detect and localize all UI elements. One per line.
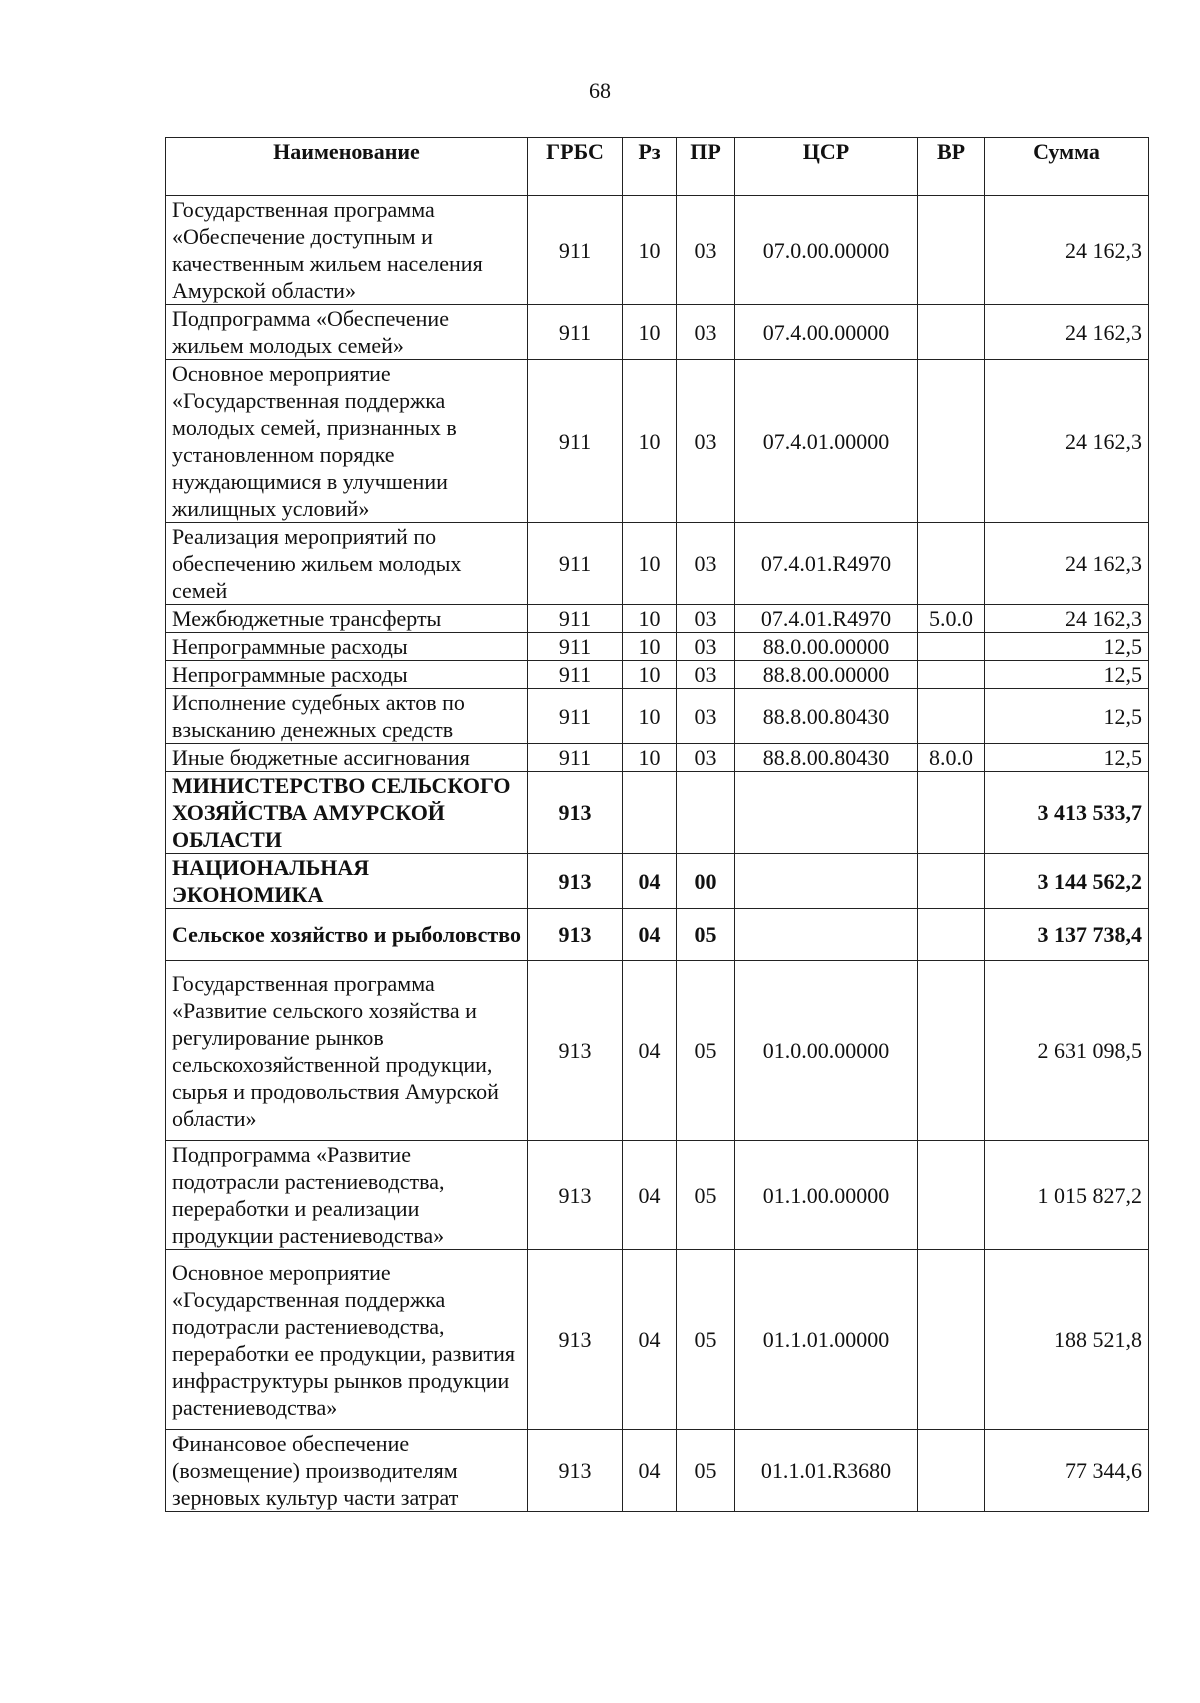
- cell-name: МИНИСТЕРСТВО СЕЛЬСКОГО ХОЗЯЙСТВА АМУРСКОЙ ОБЛАСТИ: [166, 772, 528, 854]
- cell-csr: 88.8.00.80430: [735, 744, 918, 772]
- cell-csr: [735, 772, 918, 854]
- cell-rz: 10: [623, 523, 677, 605]
- cell-name: Межбюджетные трансферты: [166, 605, 528, 633]
- cell-rz: 10: [623, 305, 677, 360]
- cell-pr: 03: [677, 523, 735, 605]
- cell-rz: 10: [623, 633, 677, 661]
- table-row: [166, 523, 1149, 605]
- cell-rz: 04: [623, 909, 677, 961]
- table-row: [166, 196, 1149, 305]
- cell-csr: [735, 854, 918, 909]
- cell-rz: 10: [623, 360, 677, 523]
- cell-vr: [918, 196, 985, 305]
- cell-grbs: 913: [528, 1141, 623, 1250]
- cell-rz: 10: [623, 689, 677, 744]
- cell-vr: [918, 689, 985, 744]
- table-row: [166, 744, 1149, 772]
- cell-vr: [918, 633, 985, 661]
- cell-sum: 24 162,3: [985, 196, 1149, 305]
- table-row: [166, 305, 1149, 360]
- cell-sum: 24 162,3: [985, 523, 1149, 605]
- cell-rz: [623, 772, 677, 854]
- header-grbs: ГРБС: [528, 138, 623, 196]
- cell-pr: 03: [677, 605, 735, 633]
- cell-grbs: 913: [528, 1430, 623, 1512]
- table-row: [166, 689, 1149, 744]
- cell-grbs: 913: [528, 1250, 623, 1430]
- cell-sum: 3 144 562,2: [985, 854, 1149, 909]
- cell-grbs: 913: [528, 854, 623, 909]
- cell-pr: 00: [677, 854, 735, 909]
- cell-name: Государственная программа «Развитие сельского хозяйства и регулирование рынков сельскохозяйственной продукции, сырья и продовольствия Амурской области»: [166, 961, 528, 1141]
- cell-pr: 03: [677, 744, 735, 772]
- cell-vr: [918, 523, 985, 605]
- cell-csr: 88.8.00.80430: [735, 689, 918, 744]
- cell-name: НАЦИОНАЛЬНАЯ ЭКОНОМИКА: [166, 854, 528, 909]
- cell-csr: 01.0.00.00000: [735, 961, 918, 1141]
- cell-grbs: 911: [528, 633, 623, 661]
- cell-sum: 12,5: [985, 744, 1149, 772]
- table-row: [166, 605, 1149, 633]
- cell-csr: 07.4.01.R4970: [735, 523, 918, 605]
- cell-sum: 2 631 098,5: [985, 961, 1149, 1141]
- table-row: [166, 772, 1149, 854]
- table-row: [166, 854, 1149, 909]
- cell-vr: [918, 661, 985, 689]
- cell-grbs: 911: [528, 605, 623, 633]
- cell-vr: [918, 1430, 985, 1512]
- table-row: [166, 1141, 1149, 1250]
- cell-pr: 03: [677, 196, 735, 305]
- cell-sum: 3 137 738,4: [985, 909, 1149, 961]
- cell-csr: 07.0.00.00000: [735, 196, 918, 305]
- cell-rz: 04: [623, 961, 677, 1141]
- cell-pr: 03: [677, 305, 735, 360]
- cell-pr: 03: [677, 661, 735, 689]
- cell-pr: [677, 772, 735, 854]
- cell-rz: 10: [623, 605, 677, 633]
- cell-rz: 04: [623, 1250, 677, 1430]
- cell-rz: 10: [623, 196, 677, 305]
- cell-sum: 1 015 827,2: [985, 1141, 1149, 1250]
- cell-name: Сельское хозяйство и рыболовство: [166, 909, 528, 961]
- header-vr: ВР: [918, 138, 985, 196]
- cell-csr: 07.4.01.00000: [735, 360, 918, 523]
- cell-name: Непрограммные расходы: [166, 661, 528, 689]
- cell-grbs: 913: [528, 961, 623, 1141]
- cell-vr: [918, 1250, 985, 1430]
- cell-vr: [918, 854, 985, 909]
- cell-vr: [918, 1141, 985, 1250]
- cell-name: Непрограммные расходы: [166, 633, 528, 661]
- header-row: [166, 138, 1149, 196]
- cell-pr: 05: [677, 1430, 735, 1512]
- cell-pr: 03: [677, 360, 735, 523]
- cell-sum: 24 162,3: [985, 360, 1149, 523]
- header-csr: ЦСР: [735, 138, 918, 196]
- cell-grbs: 913: [528, 772, 623, 854]
- cell-csr: 01.1.01.00000: [735, 1250, 918, 1430]
- cell-rz: 04: [623, 854, 677, 909]
- table-row: [166, 633, 1149, 661]
- table-row: [166, 360, 1149, 523]
- cell-rz: 10: [623, 744, 677, 772]
- cell-name: Реализация мероприятий по обеспечению жильем молодых семей: [166, 523, 528, 605]
- budget-table: [165, 137, 1149, 1512]
- cell-vr: 5.0.0: [918, 605, 985, 633]
- cell-name: Государственная программа «Обеспечение доступным и качественным жильем населения Амурской области»: [166, 196, 528, 305]
- cell-grbs: 911: [528, 196, 623, 305]
- cell-grbs: 911: [528, 661, 623, 689]
- table-row: [166, 661, 1149, 689]
- page-number: 68: [589, 78, 611, 103]
- cell-name: Подпрограмма «Развитие подотрасли растениеводства, переработки и реализации продукции растениеводства»: [166, 1141, 528, 1250]
- cell-sum: 188 521,8: [985, 1250, 1149, 1430]
- cell-csr: 07.4.01.R4970: [735, 605, 918, 633]
- cell-pr: 05: [677, 1250, 735, 1430]
- cell-name: Иные бюджетные ассигнования: [166, 744, 528, 772]
- cell-grbs: 911: [528, 689, 623, 744]
- cell-vr: [918, 305, 985, 360]
- cell-sum: 77 344,6: [985, 1430, 1149, 1512]
- cell-vr: [918, 961, 985, 1141]
- cell-grbs: 913: [528, 909, 623, 961]
- cell-sum: 24 162,3: [985, 305, 1149, 360]
- cell-sum: 12,5: [985, 689, 1149, 744]
- cell-sum: 12,5: [985, 661, 1149, 689]
- cell-name: Основное мероприятие «Государственная поддержка подотрасли растениеводства, переработки ее продукции, развития инфраструктуры рынков продукции растениеводства»: [166, 1250, 528, 1430]
- cell-csr: 88.8.00.00000: [735, 661, 918, 689]
- cell-grbs: 911: [528, 523, 623, 605]
- cell-name: Подпрограмма «Обеспечение жильем молодых семей»: [166, 305, 528, 360]
- cell-csr: 07.4.00.00000: [735, 305, 918, 360]
- cell-grbs: 911: [528, 305, 623, 360]
- cell-csr: 01.1.01.R3680: [735, 1430, 918, 1512]
- cell-pr: 05: [677, 1141, 735, 1250]
- cell-sum: 3 413 533,7: [985, 772, 1149, 854]
- cell-csr: 88.0.00.00000: [735, 633, 918, 661]
- cell-pr: 05: [677, 961, 735, 1141]
- header-name: Наименование: [166, 138, 528, 196]
- cell-rz: 04: [623, 1430, 677, 1512]
- cell-grbs: 911: [528, 744, 623, 772]
- cell-vr: [918, 360, 985, 523]
- cell-rz: 10: [623, 661, 677, 689]
- cell-pr: 03: [677, 689, 735, 744]
- header-rz: Рз: [623, 138, 677, 196]
- cell-rz: 04: [623, 1141, 677, 1250]
- table-row: [166, 961, 1149, 1141]
- cell-sum: 24 162,3: [985, 605, 1149, 633]
- cell-vr: [918, 909, 985, 961]
- cell-vr: [918, 772, 985, 854]
- cell-csr: 01.1.00.00000: [735, 1141, 918, 1250]
- cell-name: Финансовое обеспечение (возмещение) производителям зерновых культур части затрат: [166, 1430, 528, 1512]
- cell-name: Основное мероприятие «Государственная поддержка молодых семей, признанных в установленном порядке нуждающимися в улучшении жилищных условий»: [166, 360, 528, 523]
- table-row: [166, 1250, 1149, 1430]
- cell-csr: [735, 909, 918, 961]
- header-pr: ПР: [677, 138, 735, 196]
- cell-pr: 05: [677, 909, 735, 961]
- cell-grbs: 911: [528, 360, 623, 523]
- table-row: [166, 1430, 1149, 1512]
- cell-pr: 03: [677, 633, 735, 661]
- cell-sum: 12,5: [985, 633, 1149, 661]
- table-body: [166, 196, 1149, 1512]
- table-row: [166, 909, 1149, 961]
- header-sum: Сумма: [985, 138, 1149, 196]
- cell-vr: 8.0.0: [918, 744, 985, 772]
- cell-name: Исполнение судебных актов по взысканию денежных средств: [166, 689, 528, 744]
